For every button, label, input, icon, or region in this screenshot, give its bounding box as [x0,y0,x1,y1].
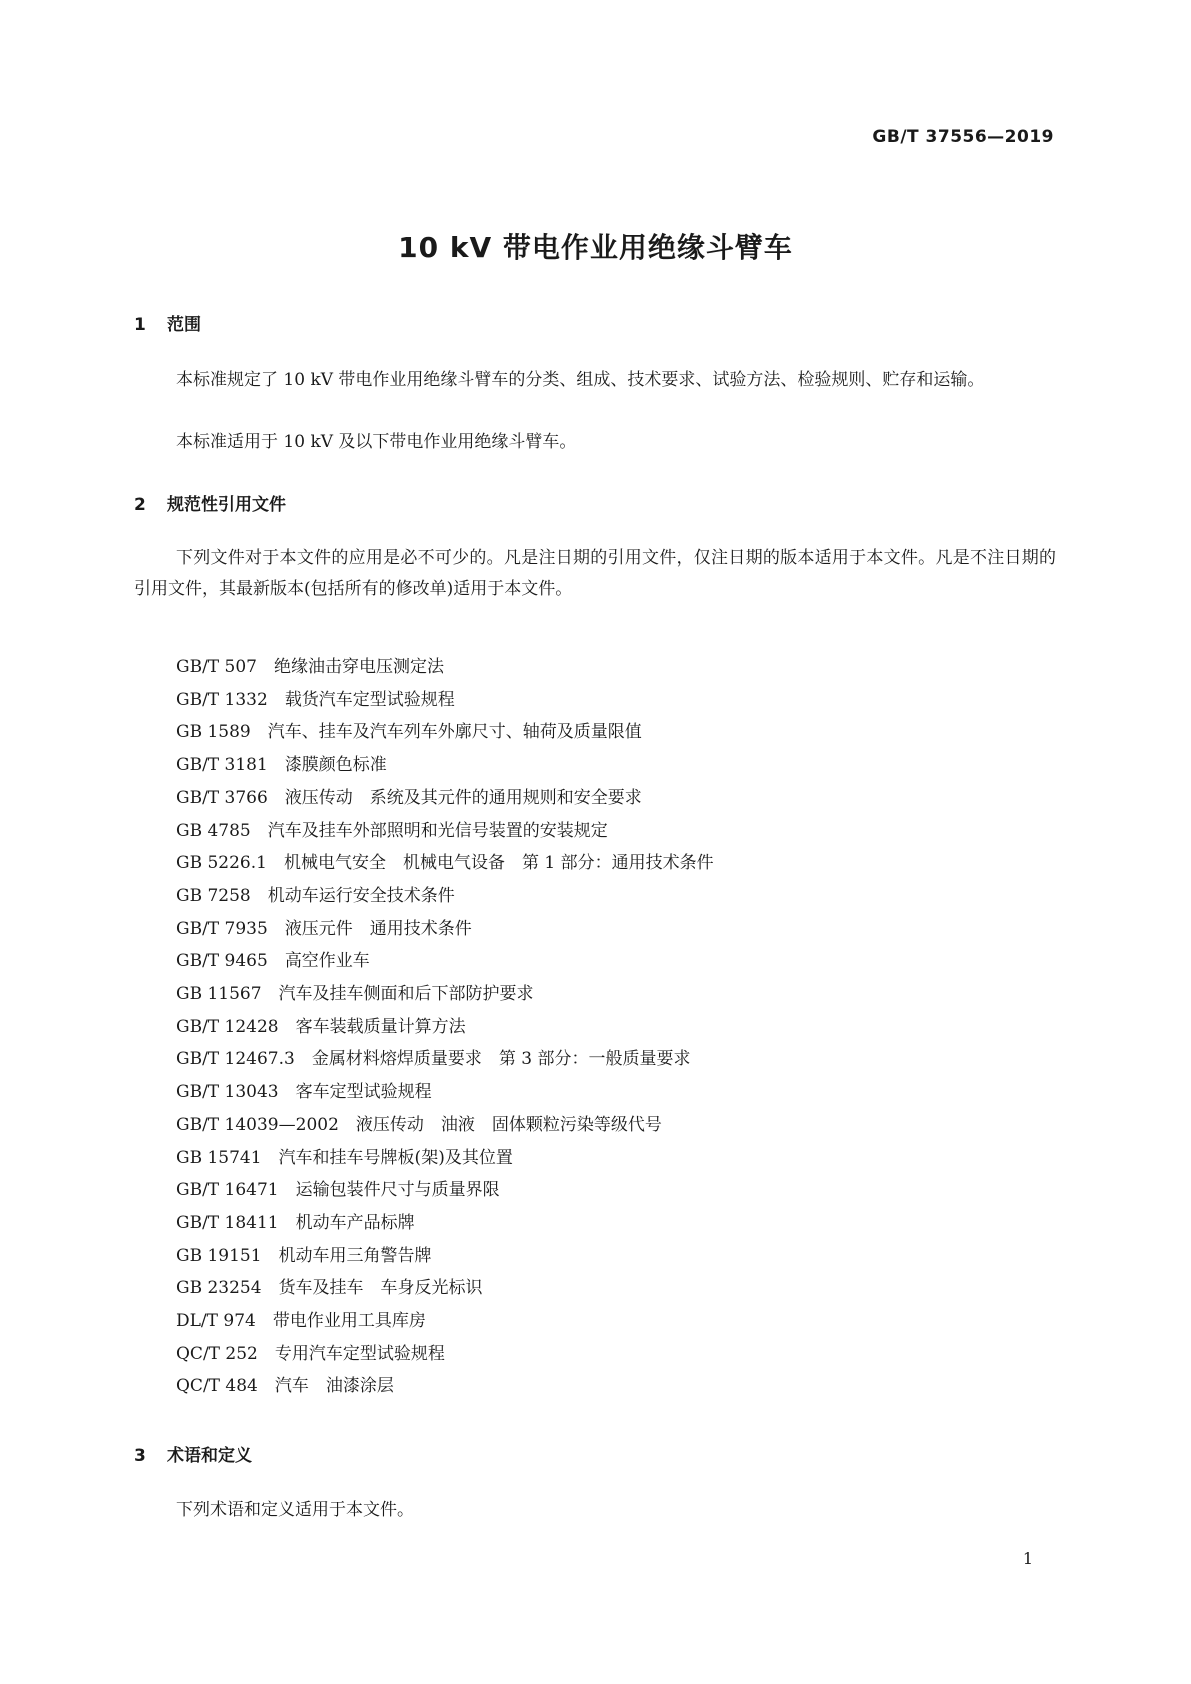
section-heading-normative-references [134,490,286,515]
section-title: 规范性引用文件 [167,495,286,515]
reference-item [176,880,714,913]
reference-item [176,1370,714,1403]
section-heading-terms-definitions [134,1441,252,1466]
reference-item [176,749,714,782]
reference-code: GB/T 14039—2002 [176,1114,339,1135]
reference-code: GB/T 3181 [176,755,268,776]
reference-code: GB 7258 [176,885,251,906]
reference-code: GB/T 16471 [176,1180,279,1201]
section-title: 术语和定义 [167,1446,252,1466]
reference-code: GB/T 1332 [176,689,268,710]
reference-item [176,1338,714,1371]
reference-code: GB/T 9465 [176,951,268,972]
reference-item [176,978,714,1011]
reference-code: GB 11567 [176,984,262,1005]
reference-title: 专用汽车定型试验规程 [274,1343,445,1364]
reference-code: GB 15741 [176,1147,262,1168]
reference-title: 带电作业用工具库房 [272,1311,426,1332]
reference-title: 金属材料熔焊质量要求 第 3 部分：一般质量要求 [311,1049,691,1070]
section-heading-scope [134,310,201,335]
section-number: 1 [134,315,146,335]
reference-title: 机动车产品标牌 [295,1212,415,1233]
reference-title: 绝缘油击穿电压测定法 [274,657,444,677]
reference-list [176,651,714,1403]
reference-code: DL/T 974 [176,1311,256,1332]
section-number: 3 [134,1446,146,1466]
reference-code: GB 19151 [176,1245,262,1266]
paragraph: 下列文件对于本文件的应用是必不可少的。凡是注日期的引用文件，仅注日期的版本适用于本文件。凡是不注日期的引用文件，其最新版本(包括所有的修改单)适用于本文件。 [134,548,1056,599]
reference-item [176,651,714,684]
reference-code: GB 1589 [176,722,251,743]
reference-title: 液压传动 油液 固体颗粒污染等级代号 [355,1114,662,1135]
reference-title: 载货汽车定型试验规程 [284,689,455,710]
reference-item [176,815,714,848]
reference-code: GB/T 12467.3 [176,1049,295,1070]
section-title: 范围 [167,315,201,335]
reference-item [176,684,714,717]
reference-item [176,847,714,880]
reference-item [176,1109,714,1142]
page-number: 1 [1022,1549,1033,1568]
reference-code: GB 4785 [176,820,251,841]
reference-title: 高空作业车 [284,951,370,972]
reference-code: GB/T 13043 [176,1082,279,1103]
reference-code: GB/T 7935 [176,918,268,939]
reference-code: GB/T 18411 [176,1212,279,1233]
reference-item [176,945,714,978]
reference-item [176,782,714,815]
reference-title: 汽车及挂车外部照明和光信号装置的安装规定 [267,820,608,841]
reference-code: GB/T 3766 [176,787,268,808]
reference-item [176,1011,714,1044]
reference-title: 汽车和挂车号牌板(架)及其位置 [278,1147,513,1168]
reference-item [176,1076,714,1109]
reference-item [176,1043,714,1076]
reference-title: 机械电气安全 机械电气设备 第 1 部分：通用技术条件 [283,853,714,874]
reference-title: 液压元件 通用技术条件 [284,918,472,939]
reference-title: 机动车用三角警告牌 [278,1245,432,1266]
reference-title: 运输包装件尺寸与质量界限 [295,1180,500,1201]
reference-title: 货车及挂车 车身反光标识 [278,1278,483,1299]
reference-item [176,913,714,946]
reference-title: 客车装载质量计算方法 [295,1016,466,1037]
reference-title: 汽车及挂车侧面和后下部防护要求 [278,984,534,1005]
document-title: 10 kV 带电作业用绝缘斗臂车 [398,231,793,264]
reference-item [176,1174,714,1207]
reference-title: 液压传动 系统及其元件的通用规则和安全要求 [284,787,642,808]
reference-title: 汽车、挂车及汽车列车外廓尺寸、轴荷及质量限值 [267,722,642,743]
reference-item [176,1207,714,1240]
reference-item [176,716,714,749]
standard-code: GB/T 37556—2019 [872,127,1054,147]
reference-code: GB/T 507 [176,657,257,677]
reference-code: GB 23254 [176,1278,262,1299]
paragraph: 本标准适用于 10 kV 及以下带电作业用绝缘斗臂车。 [176,432,577,452]
reference-code: GB 5226.1 [176,853,267,874]
reference-title: 机动车运行安全技术条件 [267,885,455,906]
reference-code: QC/T 484 [176,1376,258,1397]
paragraph: 下列术语和定义适用于本文件。 [176,1500,414,1520]
reference-item [176,1272,714,1305]
section-number: 2 [134,495,146,515]
reference-title: 漆膜颜色标准 [284,755,387,776]
reference-item [176,1240,714,1273]
reference-item [176,1305,714,1338]
reference-code: QC/T 252 [176,1343,258,1364]
reference-title: 客车定型试验规程 [295,1082,432,1103]
reference-code: GB/T 12428 [176,1016,279,1037]
reference-title: 汽车 油漆涂层 [274,1376,394,1397]
paragraph: 本标准规定了 10 kV 带电作业用绝缘斗臂车的分类、组成、技术要求、试验方法、检验规则、贮存和运输。 [176,370,985,390]
reference-item [176,1142,714,1175]
